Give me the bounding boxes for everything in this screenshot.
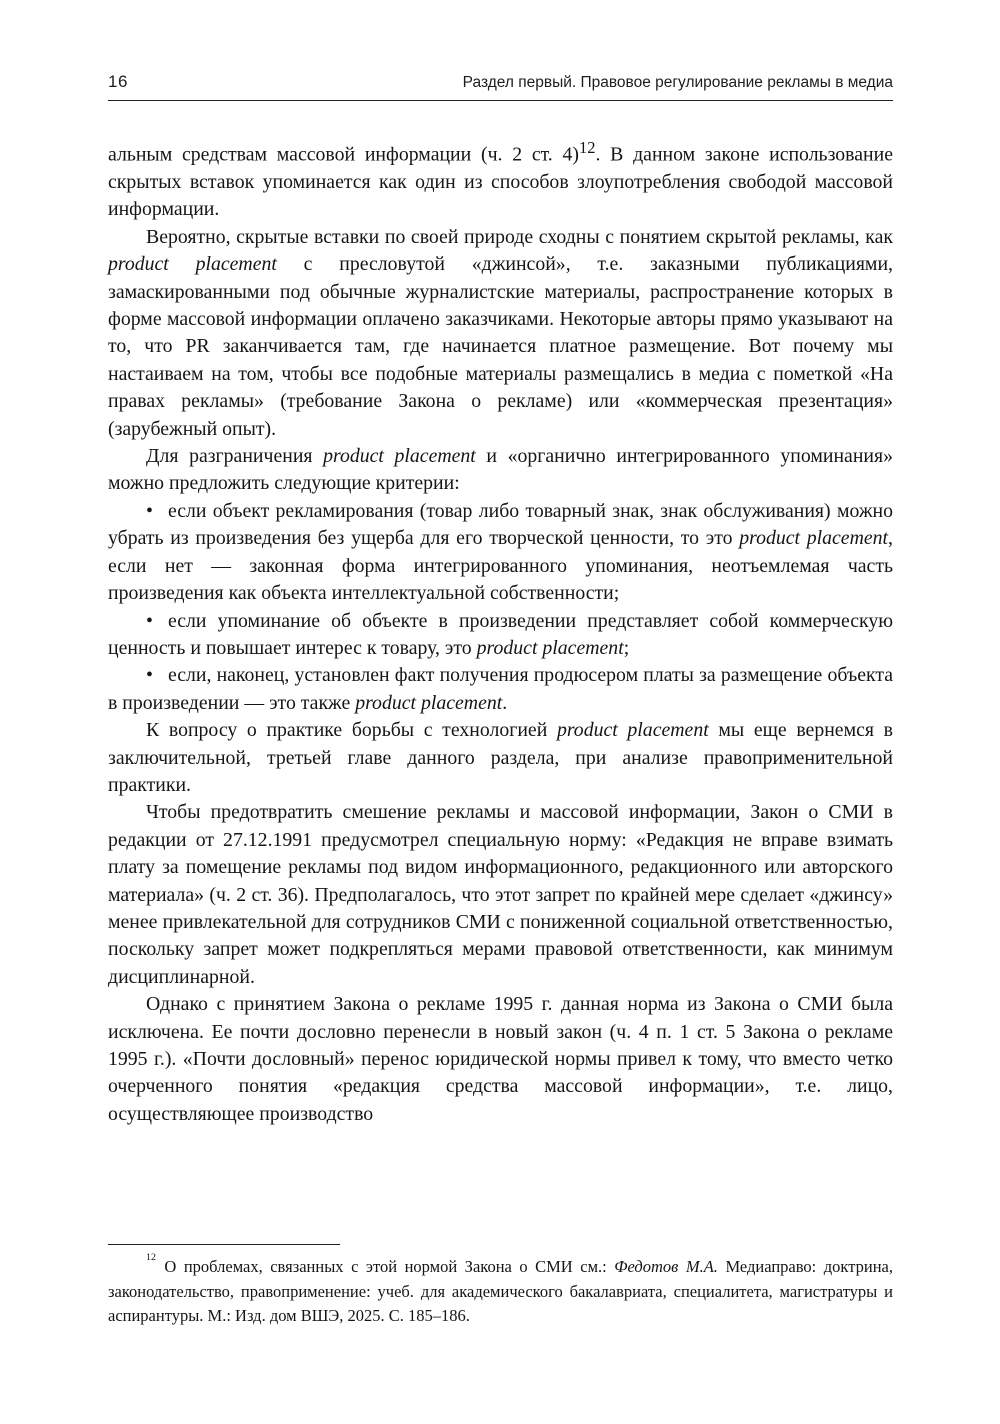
paragraph <box>108 991 893 1128</box>
italic-run: product placement <box>323 445 476 468</box>
text-run: . В данном законе использование скрытых вставок упоминается как один из способов злоупотребления свободой массовой информации. <box>108 143 893 221</box>
bullet-marker: • <box>146 664 153 687</box>
bullet-marker: • <box>146 609 153 632</box>
paragraph <box>108 717 893 799</box>
text-run: , если нет — законная форма интегрированного упоминания, неотъемлемая часть произведения как объекта интеллектуальной собственности; <box>108 527 893 605</box>
header-rule <box>108 100 893 101</box>
running-header-title: Раздел первый. Правовое регулирование рекламы в медиа <box>462 74 893 91</box>
text-run: Чтобы предотвратить смешение рекламы и массовой информации, Закон о СМИ в редакции от 27.12.1991 предусмотрел специальную норму: «Редакция не вправе взимать плату за помещение рекламы под видом информационного, редакционного или авторского материала» (ч. 2 ст. 36). Предполагалось, что этот запрет по крайней мере сделает «джинсу» менее привлекательной для сотрудников СМИ с пониженной социальной ответственностью, поскольку запрет может подкрепляться мерами правовой ответственности, как минимум дисциплинарной. <box>108 801 893 988</box>
text-run: . <box>502 691 508 714</box>
paragraph <box>108 799 893 991</box>
page-header <box>108 72 893 92</box>
italic-run: product placement <box>355 691 503 714</box>
page-number: 16 <box>108 72 128 91</box>
bullet-item <box>108 498 893 608</box>
text-run: Для разграничения <box>146 445 324 468</box>
footnote-rule <box>108 1244 340 1245</box>
footnote-text <box>108 1252 893 1329</box>
text-run: Вероятно, скрытые вставки по своей природе сходны с понятием скрытой рекламы, как <box>146 225 893 248</box>
italic-run: Федотов М.А. <box>614 1257 718 1276</box>
text-run: К вопросу о практике борьбы с технологией <box>146 719 557 742</box>
text-run: с пресловутой «джинсой», т.е. заказными публикациями, замаскированными под обычные журналистские материалы, распространение которых в форме массовой информации оплачено заказчиками. Некоторые авторы прямо указывают на то, что PR заканчивается там, где начинается платное размещение. Вот почему мы настаиваем на том, чтобы все подобные материалы размещались в медиа с пометкой «На правах рекламы» (требование Закона о рекламе) или «коммерческая презентация» (зарубежный опыт). <box>108 253 893 440</box>
text-run: мы еще вернемся в заключительной, третьей главе данного раздела, при анализе правоприменительной практики. <box>108 719 893 796</box>
text-run: ; <box>623 636 630 659</box>
text-run: и «органично интегрированного упоминания» можно предложить следующие критерии: <box>108 445 893 495</box>
italic-run: product placement <box>476 636 624 659</box>
paragraph <box>108 443 893 498</box>
bullet-item <box>108 608 893 663</box>
italic-run: product placement <box>108 253 277 276</box>
text-run: О проблемах, связанных с этой нормой Закона о СМИ см.: <box>156 1257 615 1276</box>
footnote-section <box>108 1244 893 1329</box>
paragraph-continuation <box>108 134 893 224</box>
text-run: альным средствам массовой информации (ч. 2 ст. 4) <box>108 143 579 166</box>
bullet-marker: • <box>146 499 153 522</box>
text-run: Однако с принятием Закона о рекламе 1995 г. данная норма из Закона о СМИ была исключена. Ее почти дословно перенесли в новый закон (ч. 4 п. 1 ст. 5 Закона о рекламе 1995 г.). «Почти дословный» перенос юридической нормы привел к тому, что вместо четко очерченного понятия «редакция средства массовой информации», т.е. лицо, осуществляющее производство <box>108 993 893 1125</box>
footnote-ref: 12 <box>146 1252 156 1264</box>
italic-run: product placement <box>556 719 709 742</box>
body-paragraphs <box>108 134 893 1128</box>
text-run: если, наконец, установлен факт получения продюсером платы за размещение объекта в произведении — это также <box>108 664 893 714</box>
text-run: если объект рекламирования (товар либо товарный знак, знак обслуживания) можно убрать из произведения без ущерба для его творческой ценности, то это <box>108 499 893 550</box>
footnote-ref: 12 <box>578 138 596 157</box>
text-run: Медиаправо: доктрина, законодательство, правоприменение: учеб. для академического бакалавриата, специалитета, магистратуры и аспирантуры. М.: Изд. дом ВШЭ, 2025. С. 185–186. <box>108 1257 893 1326</box>
text-run: если упоминание об объекте в произведении представляет собой коммерческую ценность и повышает интерес к товару, это <box>108 609 893 659</box>
italic-run: product placement <box>739 527 889 550</box>
paragraph <box>108 224 893 443</box>
bullet-item <box>108 662 893 717</box>
